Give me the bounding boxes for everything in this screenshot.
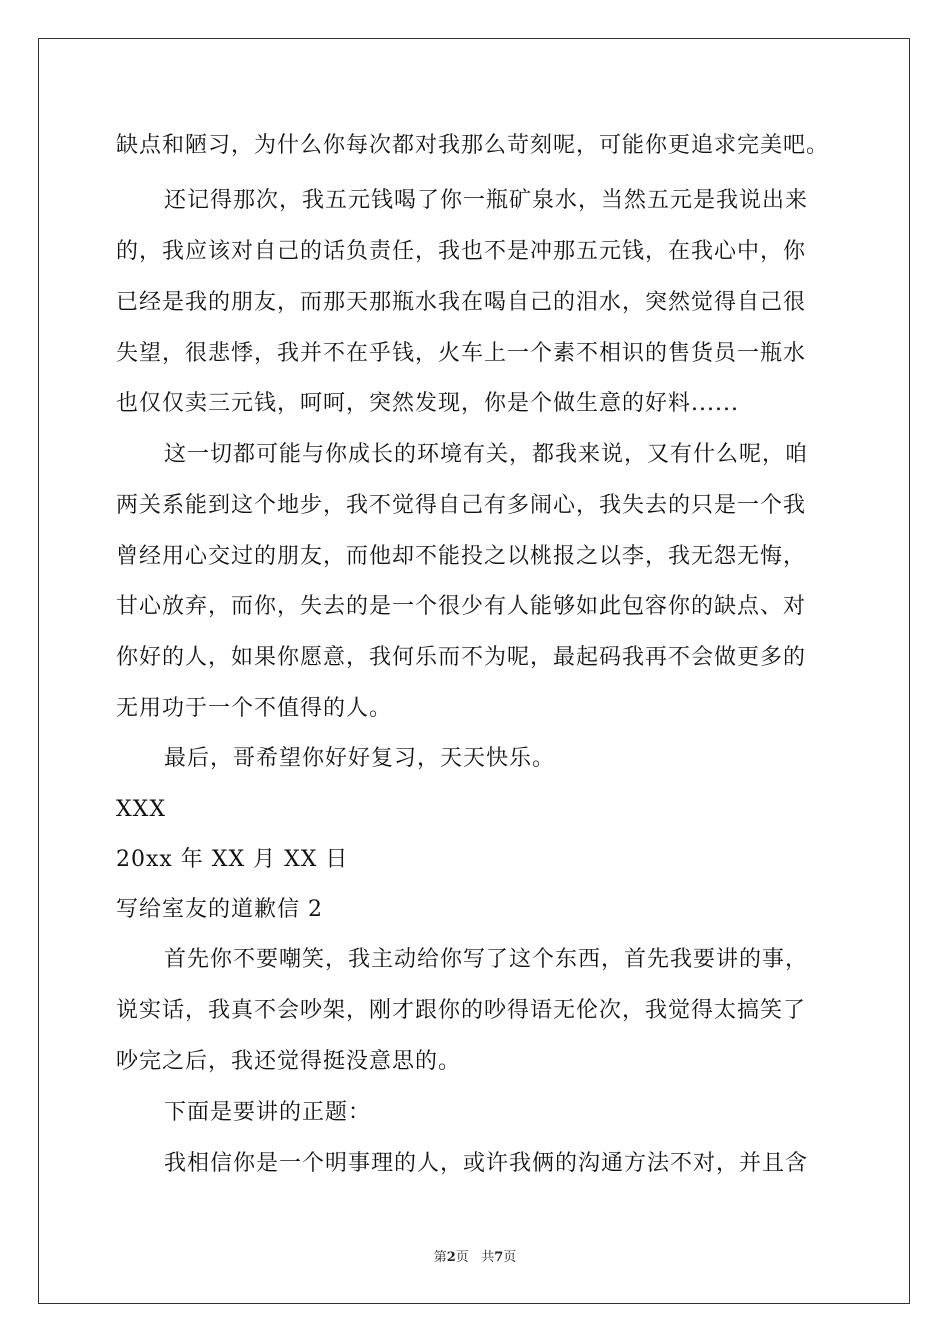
text-line: 你好的人，如果你愿意，我何乐而不为呢，最起码我再不会做更多的 [116,645,807,670]
footer-total-prefix: 共 [481,1250,495,1265]
total-page-count: 7 [494,1250,504,1265]
text-line: 已经是我的朋友，而那天那瓶水我在喝自己的泪水，突然觉得自己很 [116,290,807,315]
footer-prefix: 第 [433,1250,447,1265]
text-line: 缺点和陋习，为什么你每次都对我那么苛刻呢，可能你更追求完美吧。 [116,133,830,158]
current-page-number: 2 [446,1250,456,1265]
text-line: 吵完之后，我还觉得挺没意思的。 [116,1049,462,1074]
text-line: 这一切都可能与你成长的环境有关，都我来说，又有什么呢，咱 [164,442,809,467]
text-line: 说实话，我真不会吵架，刚才跟你的吵得语无伦次，我觉得太搞笑了 [116,998,807,1023]
text-line: 两关系能到这个地步，我不觉得自己有多闹心，我失去的只是一个我 [116,493,807,518]
section-heading: 写给室友的道歉信 2 [116,897,323,922]
text-line: 最后，哥希望你好好复习，天天快乐。 [164,746,556,771]
text-line: 首先你不要嘲笑，我主动给你写了这个东西，首先我要讲的事， [164,947,809,972]
text-line: 甘心放弃，而你，失去的是一个很少有人能够如此包容你的缺点、对 [116,594,807,619]
text-line: 曾经用心交过的朋友，而他却不能投之以桃报之以李，我无怨无悔， [116,544,807,569]
footer-total-suffix: 页 [503,1250,517,1265]
page-footer [0,1246,950,1265]
text-line: 失望，很悲悸，我并不在乎钱，火车上一个素不相识的售货员一瓶水 [116,341,807,366]
footer-page-suffix: 页 [455,1250,469,1265]
signature: XXX [116,797,166,822]
text-line: 下面是要讲的正题： [164,1100,372,1125]
date-line: 20xx 年 XX 月 XX 日 [116,847,349,872]
text-line: 也仅仅卖三元钱，呵呵，突然发现，你是个做生意的好料...... [116,391,739,416]
text-line: 的，我应该对自己的话负责任，我也不是冲那五元钱，在我心中，你 [116,239,807,264]
text-line: 还记得那次，我五元钱喝了你一瓶矿泉水，当然五元是我说出来 [164,188,809,213]
text-line: 无用功于一个不值得的人。 [116,696,393,721]
text-line: 我相信你是一个明事理的人，或许我俩的沟通方法不对，并且含 [164,1151,809,1176]
